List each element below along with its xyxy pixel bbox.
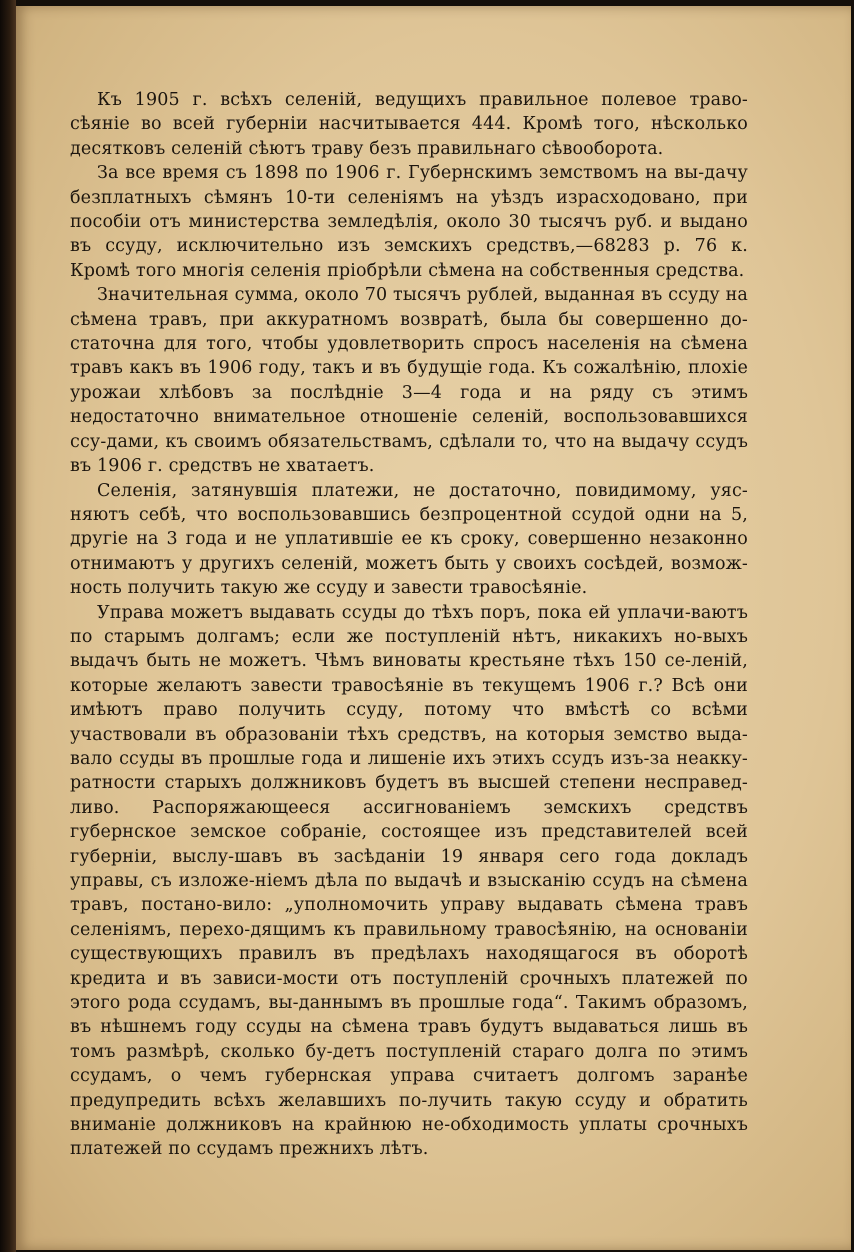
paragraph: Управа можетъ выдавать ссуды до тѣхъ поръ, пока ей уплачи-ваютъ по старымъ долгамъ; если же поступленій нѣтъ, никакихъ но-выхъ выдачъ быть не можетъ. Чѣмъ виноваты крестьяне тѣхъ 150 се-леній, которые желаютъ завести травосѣяніе въ текущемъ 1906 г.? Всѣ они имѣютъ право получить ссуду, потому что вмѣстѣ со всѣми участвовали въ образованіи тѣхъ средствъ, на которыя земство выда-вало ссуды въ прошлые года и лишеніе ихъ этихъ ссудъ изъ-за неакку-ратности старыхъ должниковъ будетъ въ высшей степени несправед-ливо. Распоряжающееся ассигнованіемъ земскихъ средствъ губернское земское собраніе, состоящее изъ представителей всей губерніи, выслу-шавъ въ засѣданіи 19 января сего года докладъ управы, съ изложе-ніемъ дѣла по выдачѣ и взысканію ссудъ на сѣмена травъ, постано-вило: „уполномочить управу выдавать сѣмена травъ селеніямъ, перехо-дящимъ къ правильному травосѣянію, на основаніи существующихъ правилъ въ предѣлахъ находящагося въ оборотѣ кредита и въ зависи-мости отъ поступленій срочныхъ платежей по этого рода ссудамъ, вы-даннымъ въ прошлые года“. Такимъ образомъ, въ нѣшнемъ году ссуды на сѣмена травъ будутъ выдаваться лишь въ томъ размѣрѣ, сколько бу-детъ поступленій стараго долга по этимъ ссудамъ, о чемъ губернская управа считаетъ долгомъ заранѣе предупредить всѣхъ желавшихъ по-лучить такую ссуду и обратить вниманіе должниковъ на крайнюю не-обходимость уплаты срочныхъ платежей по ссудамъ прежнихъ лѣтъ.	[70, 602, 748, 1160]
paragraph: Значительная сумма, около 70 тысячъ рублей, выданная въ ссуду на сѣмена травъ, при аккуратномъ возвратѣ, была бы совершенно до-статочна для того, чтобы удовлетворить спросъ населенія на сѣмена травъ какъ въ 1906 году, такъ и въ будущіе года. Къ сожалѣнію, плохіе урожаи хлѣбовъ за послѣдніе 3—4 года и на ряду съ этимъ недостаточно внимательное отношеніе селеній, воспользовавшихся ссу-дами, къ своимъ обязательствамъ, сдѣлали то, что на выдачу ссудъ въ 1906 г. средствъ не хватаетъ.	[70, 285, 748, 477]
paragraph: За все время съ 1898 по 1906 г. Губернскимъ земствомъ на вы-дачу безплатныхъ сѣмянъ 10-ти селеніямъ на уѣздъ израсходовано, при пособіи отъ министерства земледѣлія, около 30 тысячъ руб. и выдано въ ссуду, исключительно изъ земскихъ средствъ,—68283 р. 76 к. Кромѣ того многія селенія пріобрѣли сѣмена на собственныя средства.	[70, 163, 748, 281]
paragraph: Селенія, затянувшія платежи, не достаточно, повидимому, уяс-няютъ себѣ, что воспользовавшись безпроцентной ссудой одни на 5, другіе на 3 года и не уплатившіе ее къ сроку, совершенно незаконно отнимаютъ у другихъ селеній, можетъ быть у своихъ сосѣдей, возмож-ность получить такую же ссуду и завести травосѣяніе.	[70, 480, 748, 599]
book-spine-edge	[0, 0, 16, 1252]
book-page	[16, 6, 851, 1250]
paragraph: Къ 1905 г. всѣхъ селеній, ведущихъ правильное полевое траво-сѣяніе во всей губерніи насчитывается 444. Кромѣ того, нѣсколько десятковъ селеній сѣютъ траву безъ правильнаго сѣвооборота.	[70, 90, 748, 159]
page-text-block	[70, 88, 748, 1162]
